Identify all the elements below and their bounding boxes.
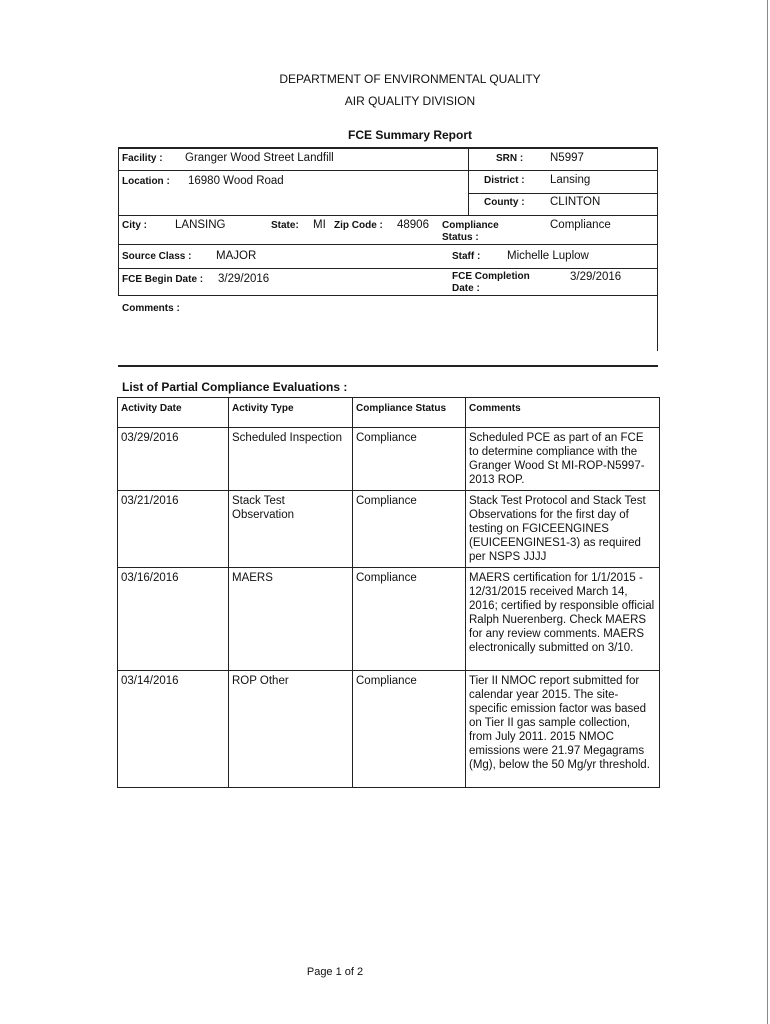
activity-type-cell: ROP Other: [229, 671, 353, 788]
comments-cell: MAERS certification for 1/1/2015 - 12/31/2015 received March 14, 2016; certified by responsible official Ralph Nuerenberg. Check MAERS for any review comments. MAERS electronically submitted on 3/10.: [466, 568, 660, 671]
table-row: [118, 671, 660, 788]
comments-label: Comments :: [122, 303, 180, 314]
staff-value: Michelle Luplow: [507, 250, 589, 262]
table-row: [118, 491, 660, 568]
column-header-comments: Comments: [466, 398, 660, 428]
activity-date-cell: 03/14/2016: [118, 671, 229, 788]
activity-type-cell: Stack Test Observation: [229, 491, 353, 568]
activity-date-cell: 03/21/2016: [118, 491, 229, 568]
source-class-value: MAJOR: [216, 250, 257, 262]
compliance-status-cell: Compliance: [353, 671, 466, 788]
location-label: Location :: [122, 176, 170, 187]
source-class-label: Source Class :: [122, 251, 192, 262]
fce-begin-value: 3/29/2016: [218, 273, 270, 285]
fce-completion-value: 3/29/2016: [570, 271, 622, 283]
column-header-activity-type: Activity Type: [229, 398, 353, 428]
county-value: CLINTON: [550, 196, 601, 208]
table-row: [118, 568, 660, 671]
department-heading: DEPARTMENT OF ENVIRONMENTAL QUALITY: [279, 72, 541, 86]
comments-cell: Tier II NMOC report submitted for calendar year 2015. The site-specific emission factor was based on Tier II gas sample collection, from July 2011. 2015 NMOC emissions were 21.97 Megagrams (Mg), below the 50 Mg/yr threshold.: [466, 671, 660, 788]
fce-begin-label: FCE Begin Date :: [122, 274, 204, 285]
fce-completion-label-1: FCE Completion: [452, 271, 530, 282]
state-value: MI: [313, 219, 326, 231]
srn-value: N5997: [550, 152, 584, 164]
compliance-status-label-2: Status :: [442, 232, 479, 243]
comments-cell: Scheduled PCE as part of an FCE to determine compliance with the Granger Wood St MI-ROP-N5997-2013 ROP.: [466, 428, 660, 491]
compliance-status-value: Compliance: [550, 219, 611, 231]
county-label: County :: [484, 197, 525, 208]
compliance-status-cell: Compliance: [353, 428, 466, 491]
zip-label: Zip Code :: [334, 220, 383, 231]
compliance-status-cell: Compliance: [353, 491, 466, 568]
compliance-status-cell: Compliance: [353, 568, 466, 671]
state-label: State:: [271, 220, 299, 231]
location-value: 16980 Wood Road: [188, 175, 284, 187]
city-label: City :: [122, 220, 147, 231]
column-header-compliance-status: Compliance Status: [353, 398, 466, 428]
district-value: Lansing: [550, 174, 591, 186]
pce-table: [117, 397, 660, 788]
srn-label: SRN :: [496, 153, 524, 164]
zip-value: 48906: [397, 219, 429, 231]
facility-value: Granger Wood Street Landfill: [185, 152, 334, 164]
facility-summary-box: [118, 147, 658, 367]
comments-cell: Stack Test Protocol and Stack Test Observations for the first day of testing on FGICEENGINES (EUICEENGINES1-3) as required per NSPS JJJJ: [466, 491, 660, 568]
pce-list-title: List of Partial Compliance Evaluations :: [122, 380, 348, 394]
activity-type-cell: MAERS: [229, 568, 353, 671]
activity-type-cell: Scheduled Inspection: [229, 428, 353, 491]
activity-date-cell: 03/16/2016: [118, 568, 229, 671]
column-header-activity-date: Activity Date: [118, 398, 229, 428]
city-value: LANSING: [175, 219, 226, 231]
division-heading: AIR QUALITY DIVISION: [344, 94, 476, 108]
fce-completion-label-2: Date :: [452, 283, 480, 294]
table-row: [118, 428, 660, 491]
compliance-status-label-1: Compliance: [442, 220, 499, 231]
report-title: FCE Summary Report: [347, 128, 473, 142]
page-number: Page 1 of 2: [306, 966, 364, 978]
activity-date-cell: 03/29/2016: [118, 428, 229, 491]
district-label: District :: [484, 175, 525, 186]
scan-edge-line: [767, 0, 768, 1024]
pce-header-row: [118, 398, 660, 428]
facility-label: Facility :: [122, 153, 163, 164]
staff-label: Staff :: [452, 251, 481, 262]
